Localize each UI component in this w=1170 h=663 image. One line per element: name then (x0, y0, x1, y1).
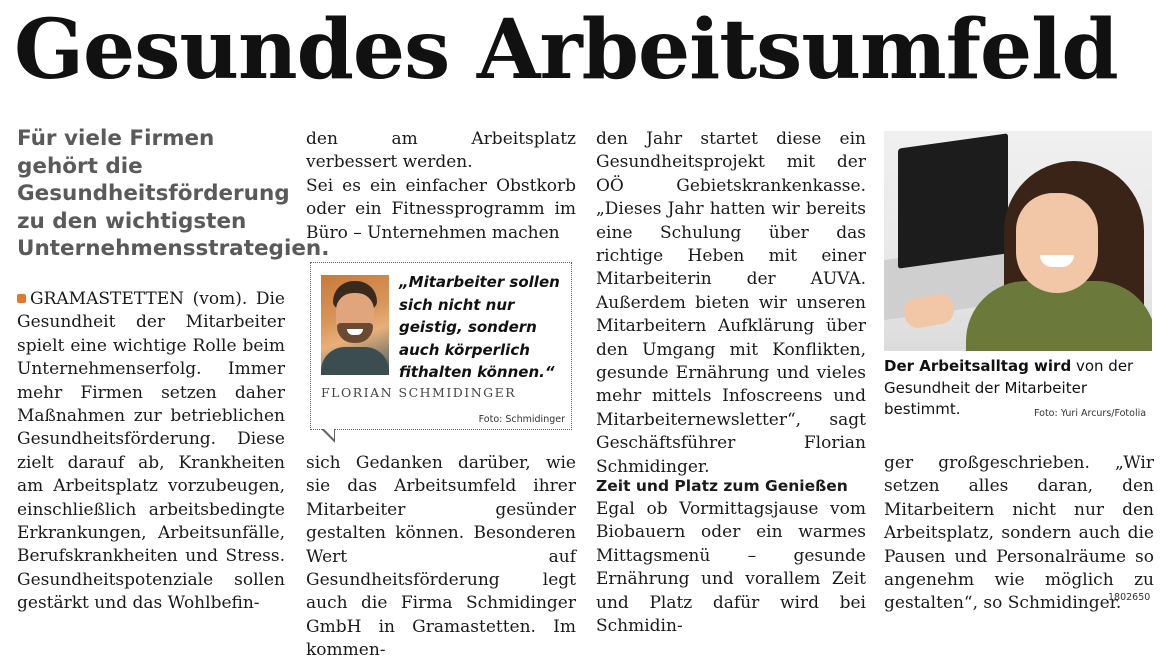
headline: Gesundes Arbeitsumfeld (14, 2, 1118, 98)
portrait-photo (321, 275, 389, 375)
caption-bold: Der Arbeitsalltag wird (884, 357, 1072, 375)
quote-author: FLORIAN SCHMIDINGER (321, 385, 517, 400)
article-column-3-top (596, 128, 866, 479)
body-paragraph: Egal ob Vormittagsjause vom Biobauern oder ein warmes Mittagsmenü – gesunde Ernährung und vorallem Zeit und Platz dafür wird bei Schmidin- (596, 499, 866, 637)
body-paragraph (17, 288, 285, 616)
article-column-3-bottom (596, 475, 866, 638)
article-column-1 (17, 288, 285, 616)
photo-credit: Foto: Yuri Arcurs/Fotolia (1034, 408, 1147, 419)
lead-paragraph: Für viele Firmen gehört die Gesundheitsförderung zu den wichtigsten Unternehmensstrategien. (17, 126, 330, 261)
article-id: 1802650 (1108, 592, 1151, 603)
body-paragraph: sich Gedanken darüber, wie sie das Arbeitsumfeld ihrer Mitarbeiter gesünder gestalten können. Besonderen Wert auf Gesundheitsförderung legt auch die Firma Schmidinger GmbH in Gramastetten. Im kommen- (306, 453, 576, 661)
dateline: GRAMASTETTEN (vom). (30, 289, 248, 309)
quote-text: „Mitarbeiter sollen sich nicht nur geistig, sondern auch körperlich fithalten können.“ (399, 273, 560, 381)
article-column-2-top (306, 128, 576, 245)
quote-box (310, 262, 572, 430)
body-paragraph: ger großgeschrieben. „Wir setzen alles daran, den Mitarbeitern nicht nur den Arbeitsplatz, sondern auch die Pausen und Personalräume so angenehm wie möglich zu gestalten“, so Schmidinger. (884, 453, 1154, 614)
quote-photo-credit: Foto: Schmidinger (478, 414, 565, 425)
body-paragraph: Sei es ein einfacher Obstkorb oder ein Fitnessprogramm im Büro – Unternehmen machen (306, 175, 576, 243)
article-column-2-bottom (306, 452, 576, 663)
body-paragraph: den am Arbeitsplatz verbessert werden. (306, 129, 576, 173)
bullet-marker-icon (17, 294, 26, 303)
body-text: Die Gesundheit der Mitarbeiter spielt eine wichtige Rolle beim Unternehmenserfolg. Immer mehr Firmen setzen daher Maßnahmen zur betrieblichen Gesundheitsförderung. Diese zielt darauf ab, Krankheiten am Arbeitsplatz vorzubeugen, einschließlich arbeitsbedingte Erkrankungen, Arbeitsunfälle, Berufskrankheiten und Stress. Gesundheitspotenziale sollen gestärkt und das Wohlbefin- (17, 289, 285, 614)
subheading: Zeit und Platz zum Genießen (596, 477, 848, 495)
article-photo (884, 131, 1152, 351)
body-paragraph: den Jahr startet diese ein Gesundheitsprojekt mit der OÖ Gebietskrankenkasse. „Dieses Jahr hatten wir bereits eine Schulung über das richtige Heben mit einer Mitarbeiterin der AUVA. Außerdem bieten wir unseren Mitarbeitern Aufklärung über den Umgang mit Konflikten, gesunde Ernährung und vieles mehr mittels Infoscreens und Mitarbeiternewsletter“, sagt Geschäftsführer Florian Schmidinger. (596, 129, 866, 477)
caption-rest: von der Gesundheit der Mitarbeiter bestimmt. (884, 357, 1134, 418)
